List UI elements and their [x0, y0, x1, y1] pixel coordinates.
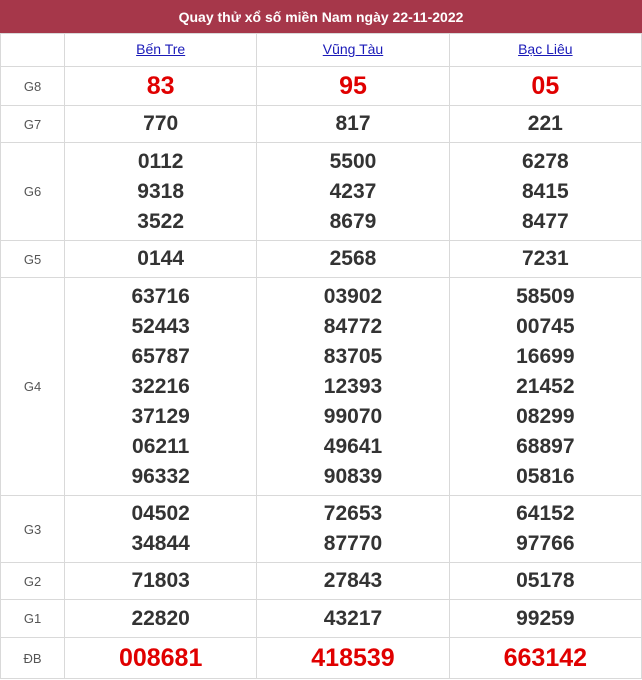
prize-number: 21452: [516, 374, 575, 398]
prize-number: 27843: [323, 569, 383, 592]
province-cell: [257, 34, 449, 67]
prize-cell: [257, 638, 449, 679]
prize-number: 05178: [516, 569, 575, 592]
prize-number: 99070: [323, 404, 383, 428]
prize-number: 663142: [503, 644, 588, 672]
prize-cell: [257, 278, 449, 496]
prize-cell: [257, 496, 449, 563]
prize-cell: [449, 106, 641, 143]
prize-row-g8: [1, 67, 642, 106]
prize-number: 34844: [131, 532, 190, 555]
prize-cell: [449, 143, 641, 241]
prize-number: 87770: [323, 532, 383, 555]
province-link-vung-tau[interactable]: Vũng Tàu: [322, 41, 384, 57]
prize-row-special: [1, 638, 642, 679]
prize-cell: [449, 563, 641, 600]
prize-number: 58509: [516, 284, 575, 308]
prize-number: 3522: [137, 209, 185, 233]
prize-cell: [65, 600, 257, 638]
prize-number: 4237: [329, 179, 377, 203]
prize-cell: [449, 241, 641, 278]
prize-number: 83: [146, 72, 175, 100]
prize-number: 0112: [137, 149, 184, 173]
prize-cell: [449, 67, 641, 106]
prize-cell: [257, 600, 449, 638]
prize-cell: [257, 563, 449, 600]
prize-number: 817: [335, 112, 371, 135]
prize-number: 52443: [131, 314, 190, 338]
prize-cell: [449, 638, 641, 679]
prize-number: 22820: [131, 606, 190, 630]
prize-number: 84772: [323, 314, 383, 338]
prize-label: G8: [1, 67, 65, 106]
prize-number: 37129: [131, 404, 190, 428]
prize-label: G3: [1, 496, 65, 563]
province-row: [1, 34, 642, 67]
prize-number: 83705: [323, 344, 383, 368]
prize-number: 008681: [118, 644, 203, 672]
prize-number: 8679: [329, 209, 377, 233]
prize-label: G7: [1, 106, 65, 143]
prize-label: G2: [1, 563, 65, 600]
prize-label: G4: [1, 278, 65, 496]
province-cell: [65, 34, 257, 67]
prize-row-g6: [1, 143, 642, 241]
prize-label: G6: [1, 143, 65, 241]
prize-cell: [257, 67, 449, 106]
prize-cell: [65, 67, 257, 106]
prize-cell: [65, 143, 257, 241]
prize-number: 03902: [323, 284, 383, 308]
prize-number: 16699: [516, 344, 575, 368]
prize-number: 95: [339, 72, 367, 100]
prize-cell: [65, 563, 257, 600]
prize-number: 6278: [521, 149, 569, 173]
prize-number: 8477: [521, 209, 569, 233]
prize-number: 97766: [516, 532, 575, 555]
prize-number: 9318: [137, 179, 185, 203]
prize-number: 68897: [516, 434, 575, 458]
prize-cell: [65, 241, 257, 278]
results-header: [0, 0, 642, 33]
prize-number: 7231: [521, 247, 569, 270]
corner-cell: [1, 34, 65, 67]
prize-cell: [449, 600, 641, 638]
prize-number: 770: [143, 112, 179, 135]
prize-number: 00745: [516, 314, 575, 338]
prize-number: 221: [527, 112, 563, 135]
prize-number: 49641: [323, 434, 383, 458]
prize-number: 04502: [131, 502, 190, 525]
prize-cell: [257, 241, 449, 278]
prize-row-g5: [1, 241, 642, 278]
province-link-ben-tre[interactable]: Bến Tre: [136, 41, 186, 57]
prize-label: G1: [1, 600, 65, 638]
prize-label: ĐB: [1, 638, 65, 679]
prize-number: 96332: [131, 464, 190, 488]
prize-cell: [449, 496, 641, 563]
prize-number: 65787: [131, 344, 190, 368]
prize-number: 06211: [132, 434, 190, 458]
prize-number: 71803: [131, 569, 190, 592]
prize-number: 90839: [323, 464, 383, 488]
prize-number: 63716: [131, 284, 190, 308]
prize-cell: [65, 106, 257, 143]
prize-row-g7: [1, 106, 642, 143]
prize-row-g3: [1, 496, 642, 563]
prize-number: 64152: [516, 502, 575, 525]
page-title: Quay thử xổ số miền Nam ngày 22-11-2022: [178, 8, 464, 25]
prize-number: 99259: [516, 606, 575, 630]
prize-number: 12393: [323, 374, 383, 398]
results-table: [0, 33, 642, 679]
prize-number: 05: [531, 72, 560, 100]
prize-number: 72653: [323, 502, 383, 525]
prize-cell: [257, 106, 449, 143]
prize-number: 05816: [516, 464, 575, 488]
prize-label: G5: [1, 241, 65, 278]
prize-row-g4: [1, 278, 642, 496]
prize-number: 43217: [323, 606, 383, 630]
prize-cell: [257, 143, 449, 241]
prize-number: 0144: [137, 247, 185, 270]
prize-number: 8415: [521, 179, 569, 203]
prize-number: 2568: [329, 247, 377, 270]
province-link-bac-lieu[interactable]: Bạc Liêu: [518, 41, 573, 57]
prize-cell: [449, 278, 641, 496]
prize-row-g2: [1, 563, 642, 600]
prize-number: 5500: [329, 149, 377, 173]
prize-number: 32216: [131, 374, 190, 398]
province-cell: [449, 34, 641, 67]
prize-cell: [65, 496, 257, 563]
prize-cell: [65, 638, 257, 679]
prize-row-g1: [1, 600, 642, 638]
prize-number: 418539: [311, 644, 395, 672]
prize-number: 08299: [516, 404, 575, 428]
prize-cell: [65, 278, 257, 496]
